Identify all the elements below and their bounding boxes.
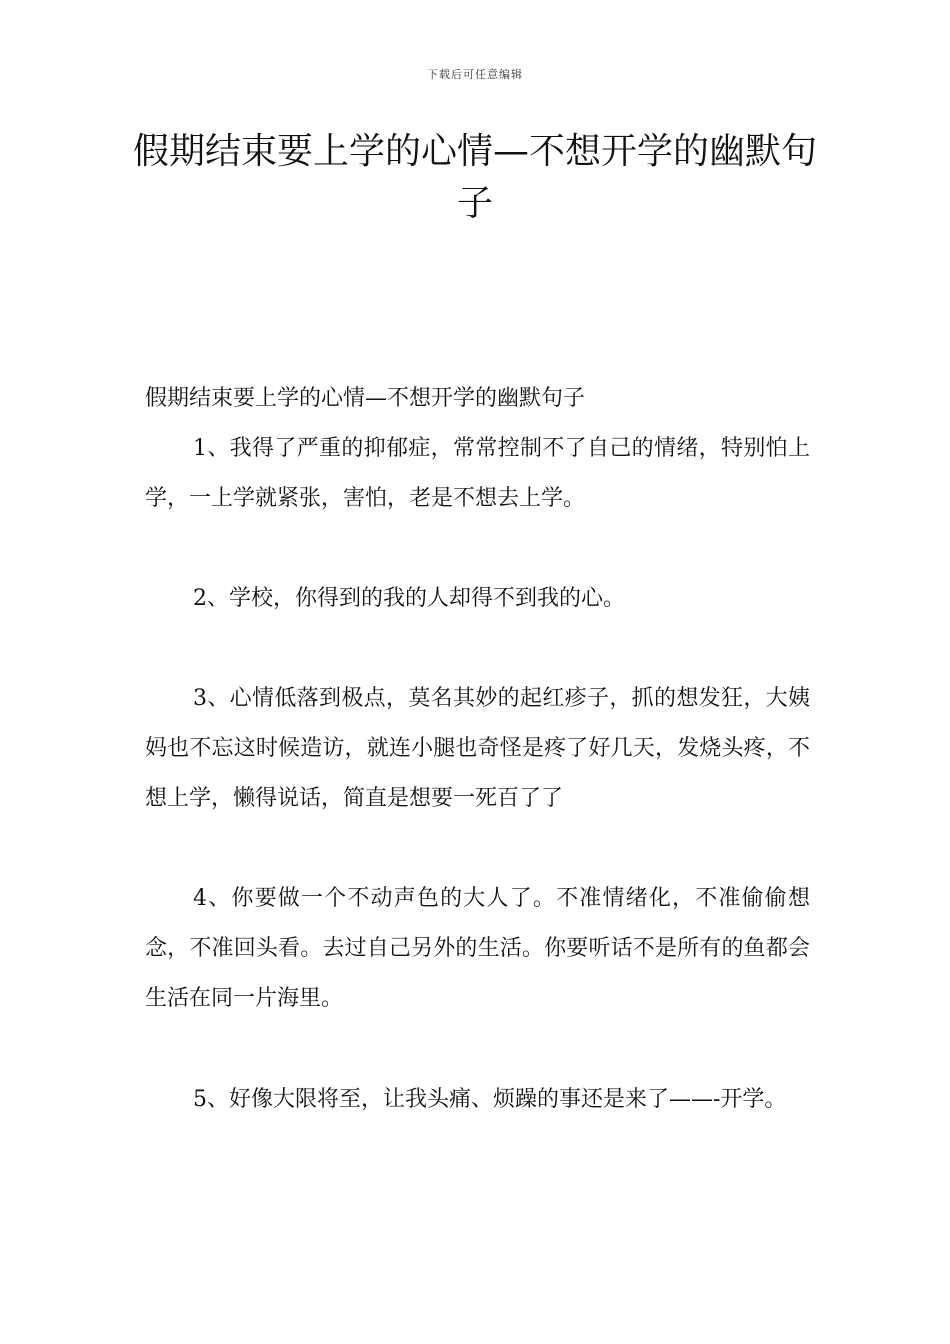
paragraph-5: 5、好像大限将至，让我头痛、烦躁的事还是来了——-开学。 bbox=[193, 1087, 787, 1112]
document-body bbox=[145, 374, 810, 1125]
document-subtitle: 假期结束要上学的心情—不想开学的幽默句子 bbox=[145, 386, 586, 411]
paragraph-4: 4、你要做一个不动声色的大人了。不准情绪化，不准偷偷想念，不准回头看。去过自己另外的生活。你要听话不是所有的鱼都会生活在同一片海里。 bbox=[145, 886, 810, 1011]
paragraph-gap bbox=[145, 624, 810, 674]
document-title: 假期结束要上学的心情—不想开学的幽默句子 bbox=[132, 131, 817, 224]
paragraph-gap bbox=[145, 524, 810, 574]
paragraph-3: 3、心情低落到极点，莫名其妙的起红疹子，抓的想发狂，大姨妈也不忘这时候造访，就连小腿也奇怪是疼了好几天，发烧头疼，不想上学，懒得说话，简直是想要一死百了了 bbox=[145, 686, 810, 811]
header-note: 下载后可任意编辑 bbox=[427, 68, 523, 81]
paragraph-gap bbox=[145, 1024, 810, 1075]
paragraph-gap bbox=[145, 824, 810, 874]
paragraph-2: 2、学校，你得到的我的人却得不到我的心。 bbox=[193, 586, 625, 611]
paragraph-1: 1、我得了严重的抑郁症，常常控制不了自己的情绪，特别怕上学，一上学就紧张，害怕，老是不想去上学。 bbox=[145, 436, 810, 511]
